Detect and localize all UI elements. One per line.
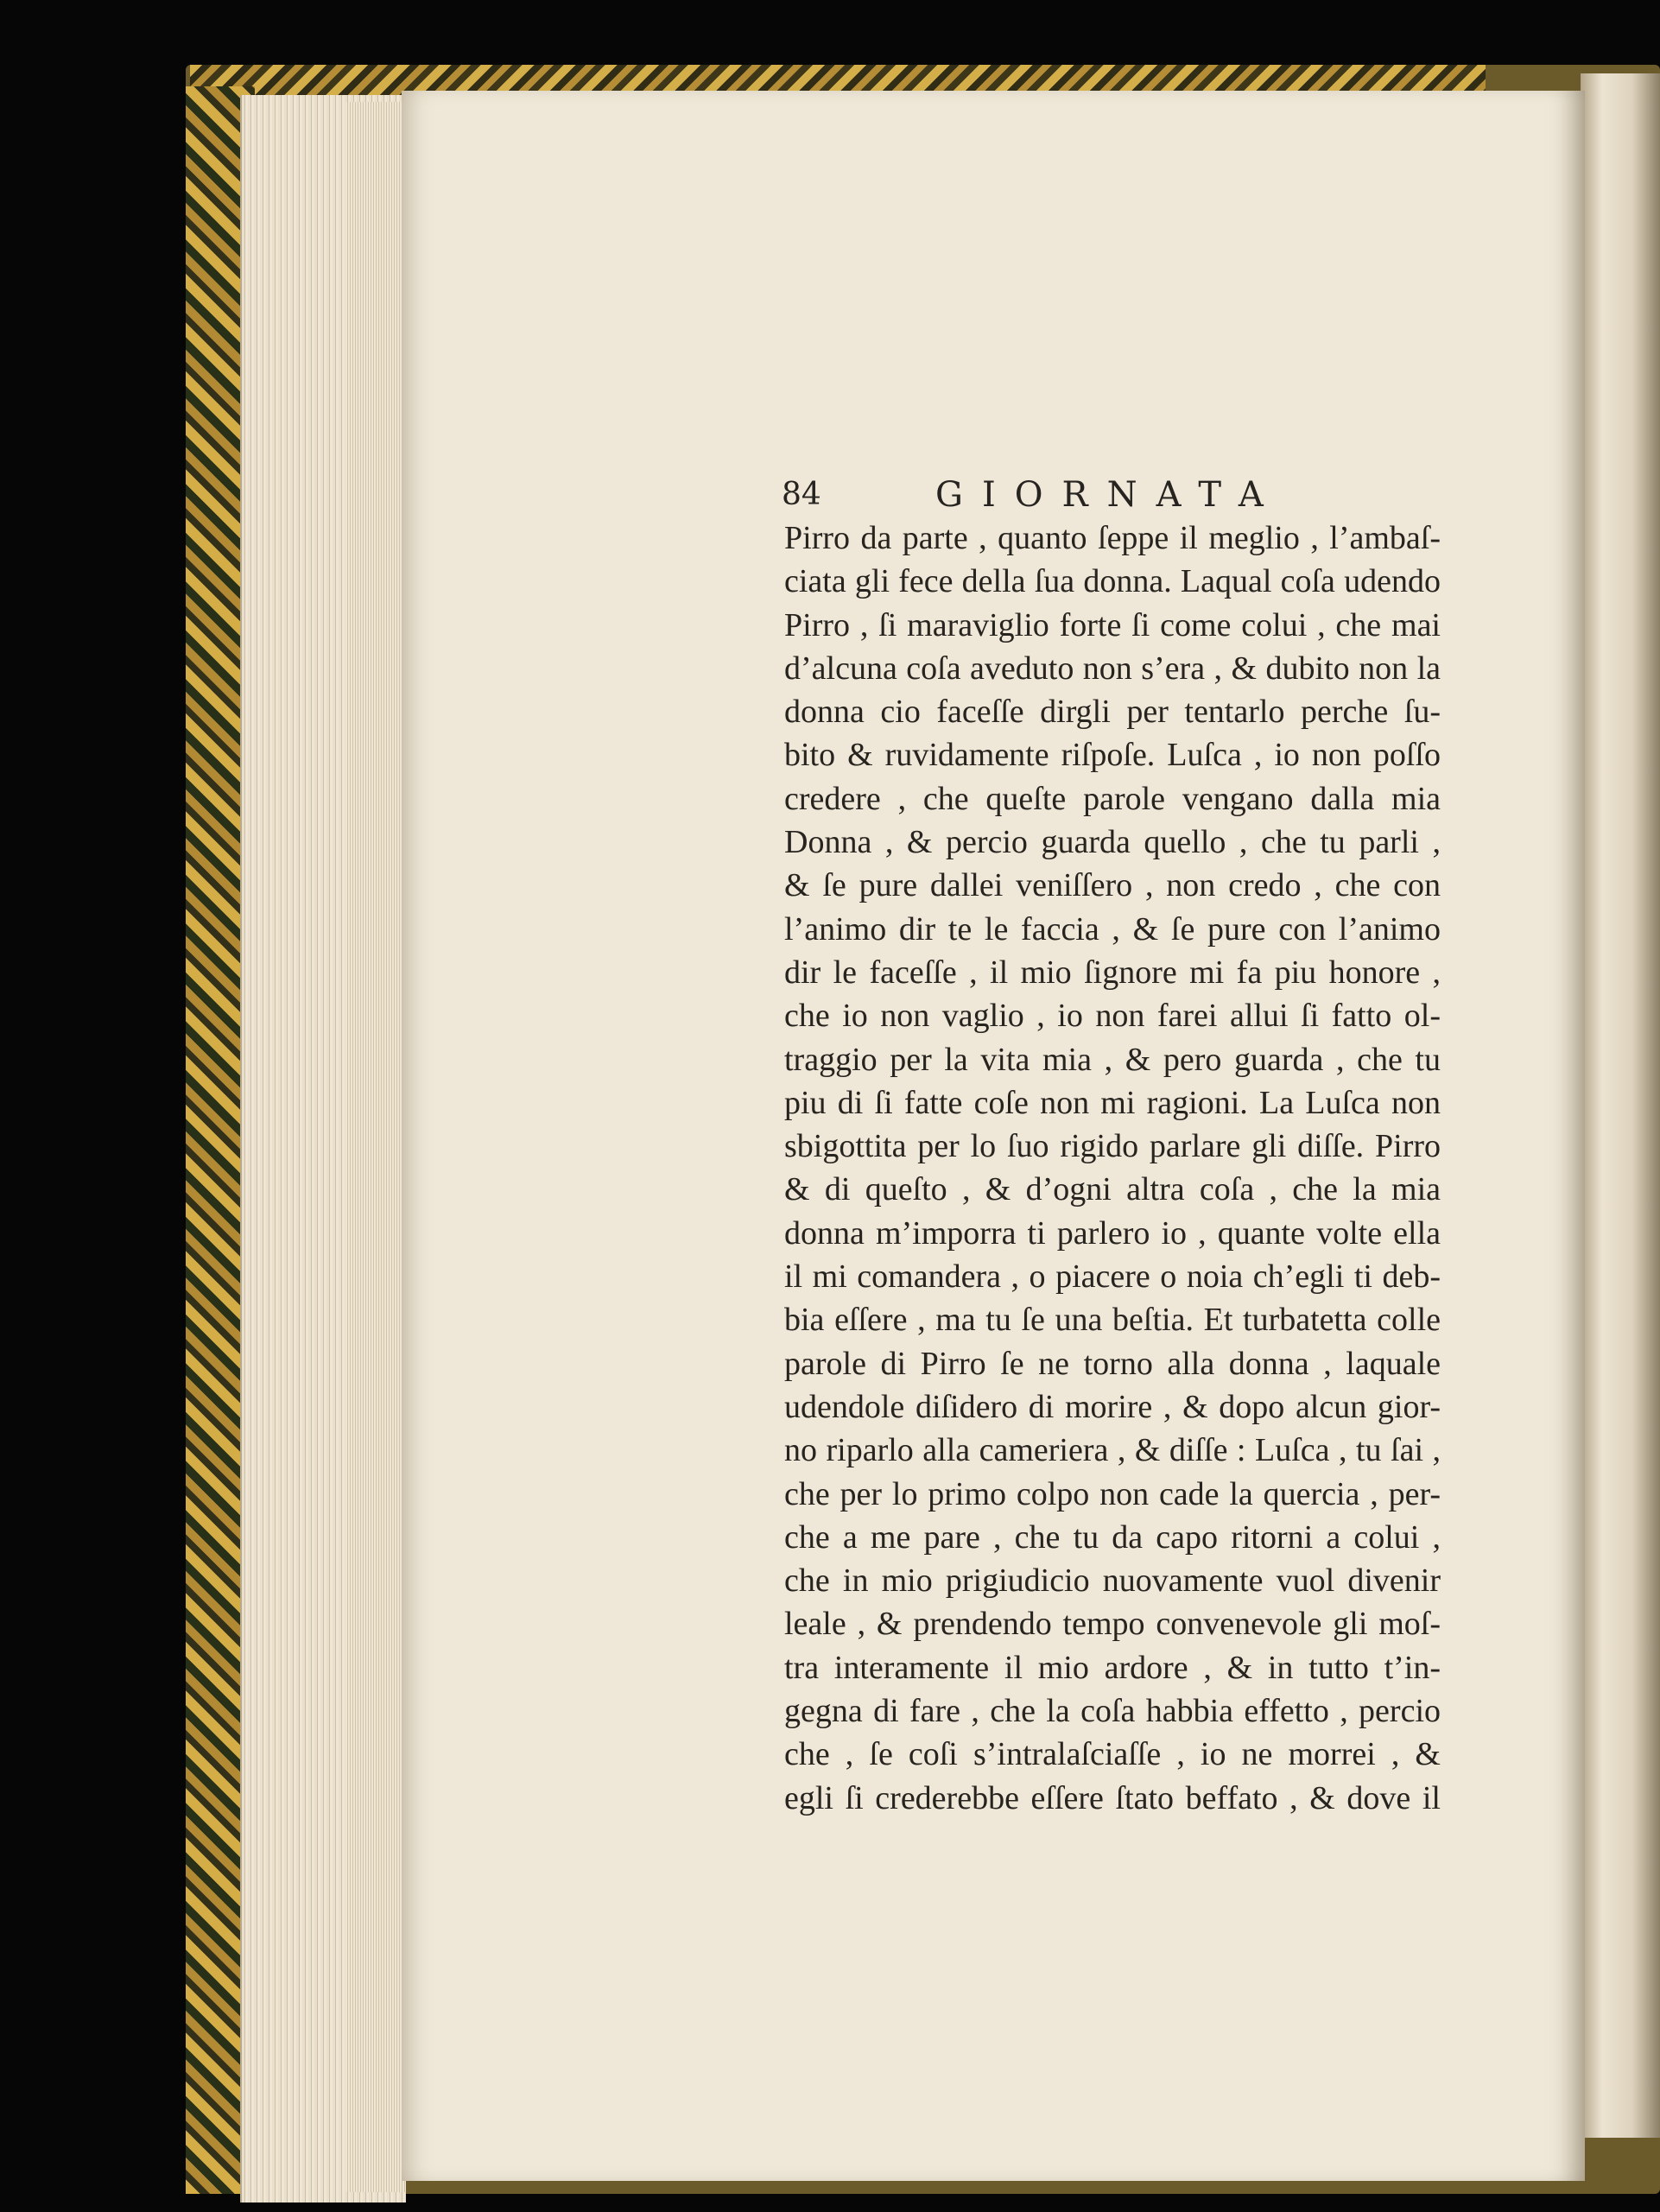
text-line: donna cio faceſſe dirgli per tentarlo perche ſu- (784, 694, 1441, 731)
page-number: 84 (782, 477, 821, 512)
text-line: no riparlo alla cameriera , & diſſe : Luſca , tu ſai , (784, 1432, 1441, 1469)
text-line: parole di Pirro ſe ne torno alla donna , laquale (784, 1345, 1441, 1382)
running-head: GIORNATA (935, 475, 1283, 515)
text-line: udendole diſidero di morire , & dopo alcun gior- (784, 1388, 1441, 1425)
text-line: che , ſe coſi s’intralaſciaſſe , io ne morrei , & (784, 1736, 1441, 1773)
text-block (784, 517, 1441, 1820)
text-line: l’animo dir te le faccia , & ſe pure con l’animo (784, 910, 1441, 948)
text-line: leale , & prendendo tempo convenevole gli moſ- (784, 1606, 1441, 1643)
text-line: gegna di fare , che la coſa habbia effetto , percio (784, 1693, 1441, 1730)
text-line: credere , che queſte parole vengano dalla mia (784, 780, 1441, 817)
text-line: piu di ſi fatte coſe non mi ragioni. La Luſca non (784, 1084, 1441, 1121)
text-line: traggio per la vita mia , & pero guarda , che tu (784, 1041, 1441, 1078)
facing-page-edge (1581, 73, 1660, 2138)
text-line: bito & ruvidamente riſpoſe. Luſca , io non poſſo (784, 737, 1441, 774)
text-line: d’alcuna coſa aveduto non s’era , & dubito non la (784, 650, 1441, 687)
text-line: donna m’imporra ti parlero io , quante volte ella (784, 1214, 1441, 1252)
text-line: ciata gli fece della ſua donna. Laqual coſa udendo (784, 563, 1441, 600)
text-line: & di queſto , & d’ogni altra coſa , che la mia (784, 1171, 1441, 1208)
text-line: che io non vaglio , io non farei allui ſi fatto ol- (784, 998, 1441, 1035)
text-line: Donna , & percio guarda quello , che tu parli , (784, 824, 1441, 861)
text-line: & ſe pure dallei veniſſero , non credo , che con (784, 867, 1441, 904)
text-line: che a me pare , che tu da capo ritorni a colui , (784, 1518, 1441, 1556)
page-edges (345, 102, 406, 2192)
text-line: egli ſi crederebbe eſſere ſtato beffato , & dove il (784, 1779, 1441, 1816)
text-line: il mi comandera , o piacere o noia ch’egli ti deb- (784, 1258, 1441, 1296)
text-line: che per lo primo colpo non cade la quercia , per- (784, 1475, 1441, 1512)
text-line: Pirro da parte , quanto ſeppe il meglio , l’ambaſ- (784, 520, 1441, 556)
text-line: sbigottita per lo ſuo rigido parlare gli diſſe. Pirro (784, 1128, 1441, 1165)
text-line: tra interamente il mio ardore , & in tutto t’in- (784, 1649, 1441, 1686)
page-header (782, 473, 1283, 517)
text-line: bia eſſere , ma tu ſe una beſtia. Et turbatetta colle (784, 1302, 1441, 1339)
text-line: Pirro , ſi maraviglio forte ſi come colui , che mai (784, 606, 1441, 643)
text-line: dir le faceſſe , il mio ſignore mi fa piu honore , (784, 954, 1441, 991)
text-line: che in mio prigiudicio nuovamente vuol divenir (784, 1562, 1441, 1600)
